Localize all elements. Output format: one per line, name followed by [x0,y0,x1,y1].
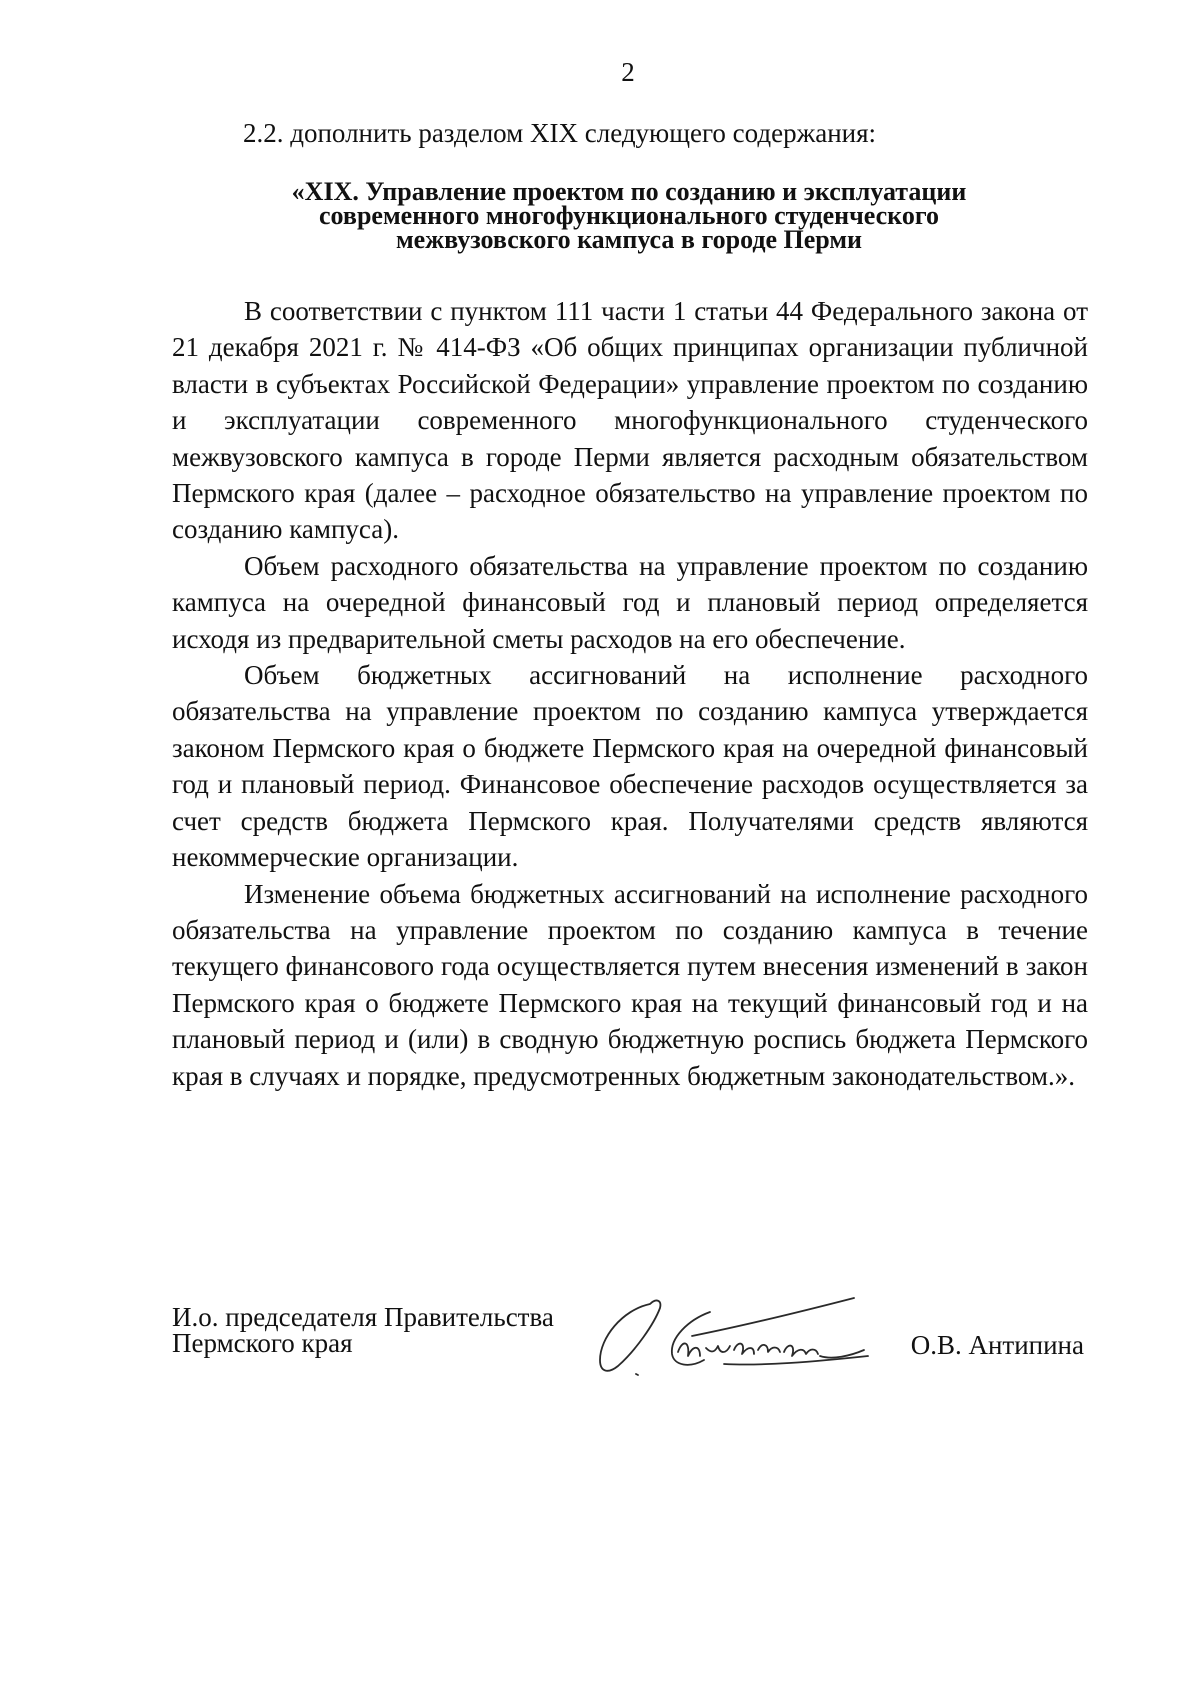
amendment-intro: 2.2. дополнить разделом XIX следующего содержания: [243,118,877,148]
section-heading-line-1: «XIX. Управление проектом по созданию и эксплуатации [291,177,967,206]
paragraph-1: В соответствии с пунктом 111 части 1 статьи 44 Федерального закона от 21 декабря 2021 г. № 414-ФЗ «Об общих принципах организации публичной власти в субъектах Российской Федерации» управление проектом по созданию и эксплуатации современного многофункционального студенческого межвузовского кампуса в городе Перми является расходным обязательством Пермского края (далее – расходное обязательство на управление проектом по созданию кампуса). [172,296,1088,545]
paragraph-2: Объем расходного обязательства на управление проектом по созданию кампуса на очередной финансовый год и плановый период определяется исходя из предварительной сметы расходов на его обеспечение. [172,550,1088,654]
signer-title-line-2: Пермского края [172,1328,353,1358]
page-number: 2 [621,57,635,87]
section-heading-line-2: современного многофункционального студенческого [319,201,939,230]
signer-title [172,1304,554,1356]
signer-title-line-1: И.о. председателя Правительства [172,1302,554,1332]
body-text [172,293,1088,1094]
paragraph-3: Объем бюджетных ассигнований на исполнение расходного обязательства на управление проектом по созданию кампуса утверждается законом Пермского края о бюджете Пермского края на очередной финансовый год и плановый период. Финансовое обеспечение расходов осуществляется за счет средств бюджета Пермского края. Получателями средств являются некоммерческие организации. [172,660,1088,873]
section-heading [170,177,1088,254]
handwritten-signature [592,1290,882,1386]
paragraph-4: Изменение объема бюджетных ассигнований на исполнение расходного обязательства на управление проектом по созданию кампуса в течение текущего финансового года осуществляется путем внесения изменений в закон Пермского края о бюджете Пермского края на текущий финансовый год и на плановый период и (или) в сводную бюджетную роспись бюджета Пермского края в случаях и порядке, предусмотренных бюджетным законодательством.». [172,878,1088,1091]
signature-block [172,1304,1088,1394]
section-heading-line-3: межвузовского кампуса в городе Перми [395,225,863,254]
signer-name: О.В. Антипина [910,1330,1084,1360]
